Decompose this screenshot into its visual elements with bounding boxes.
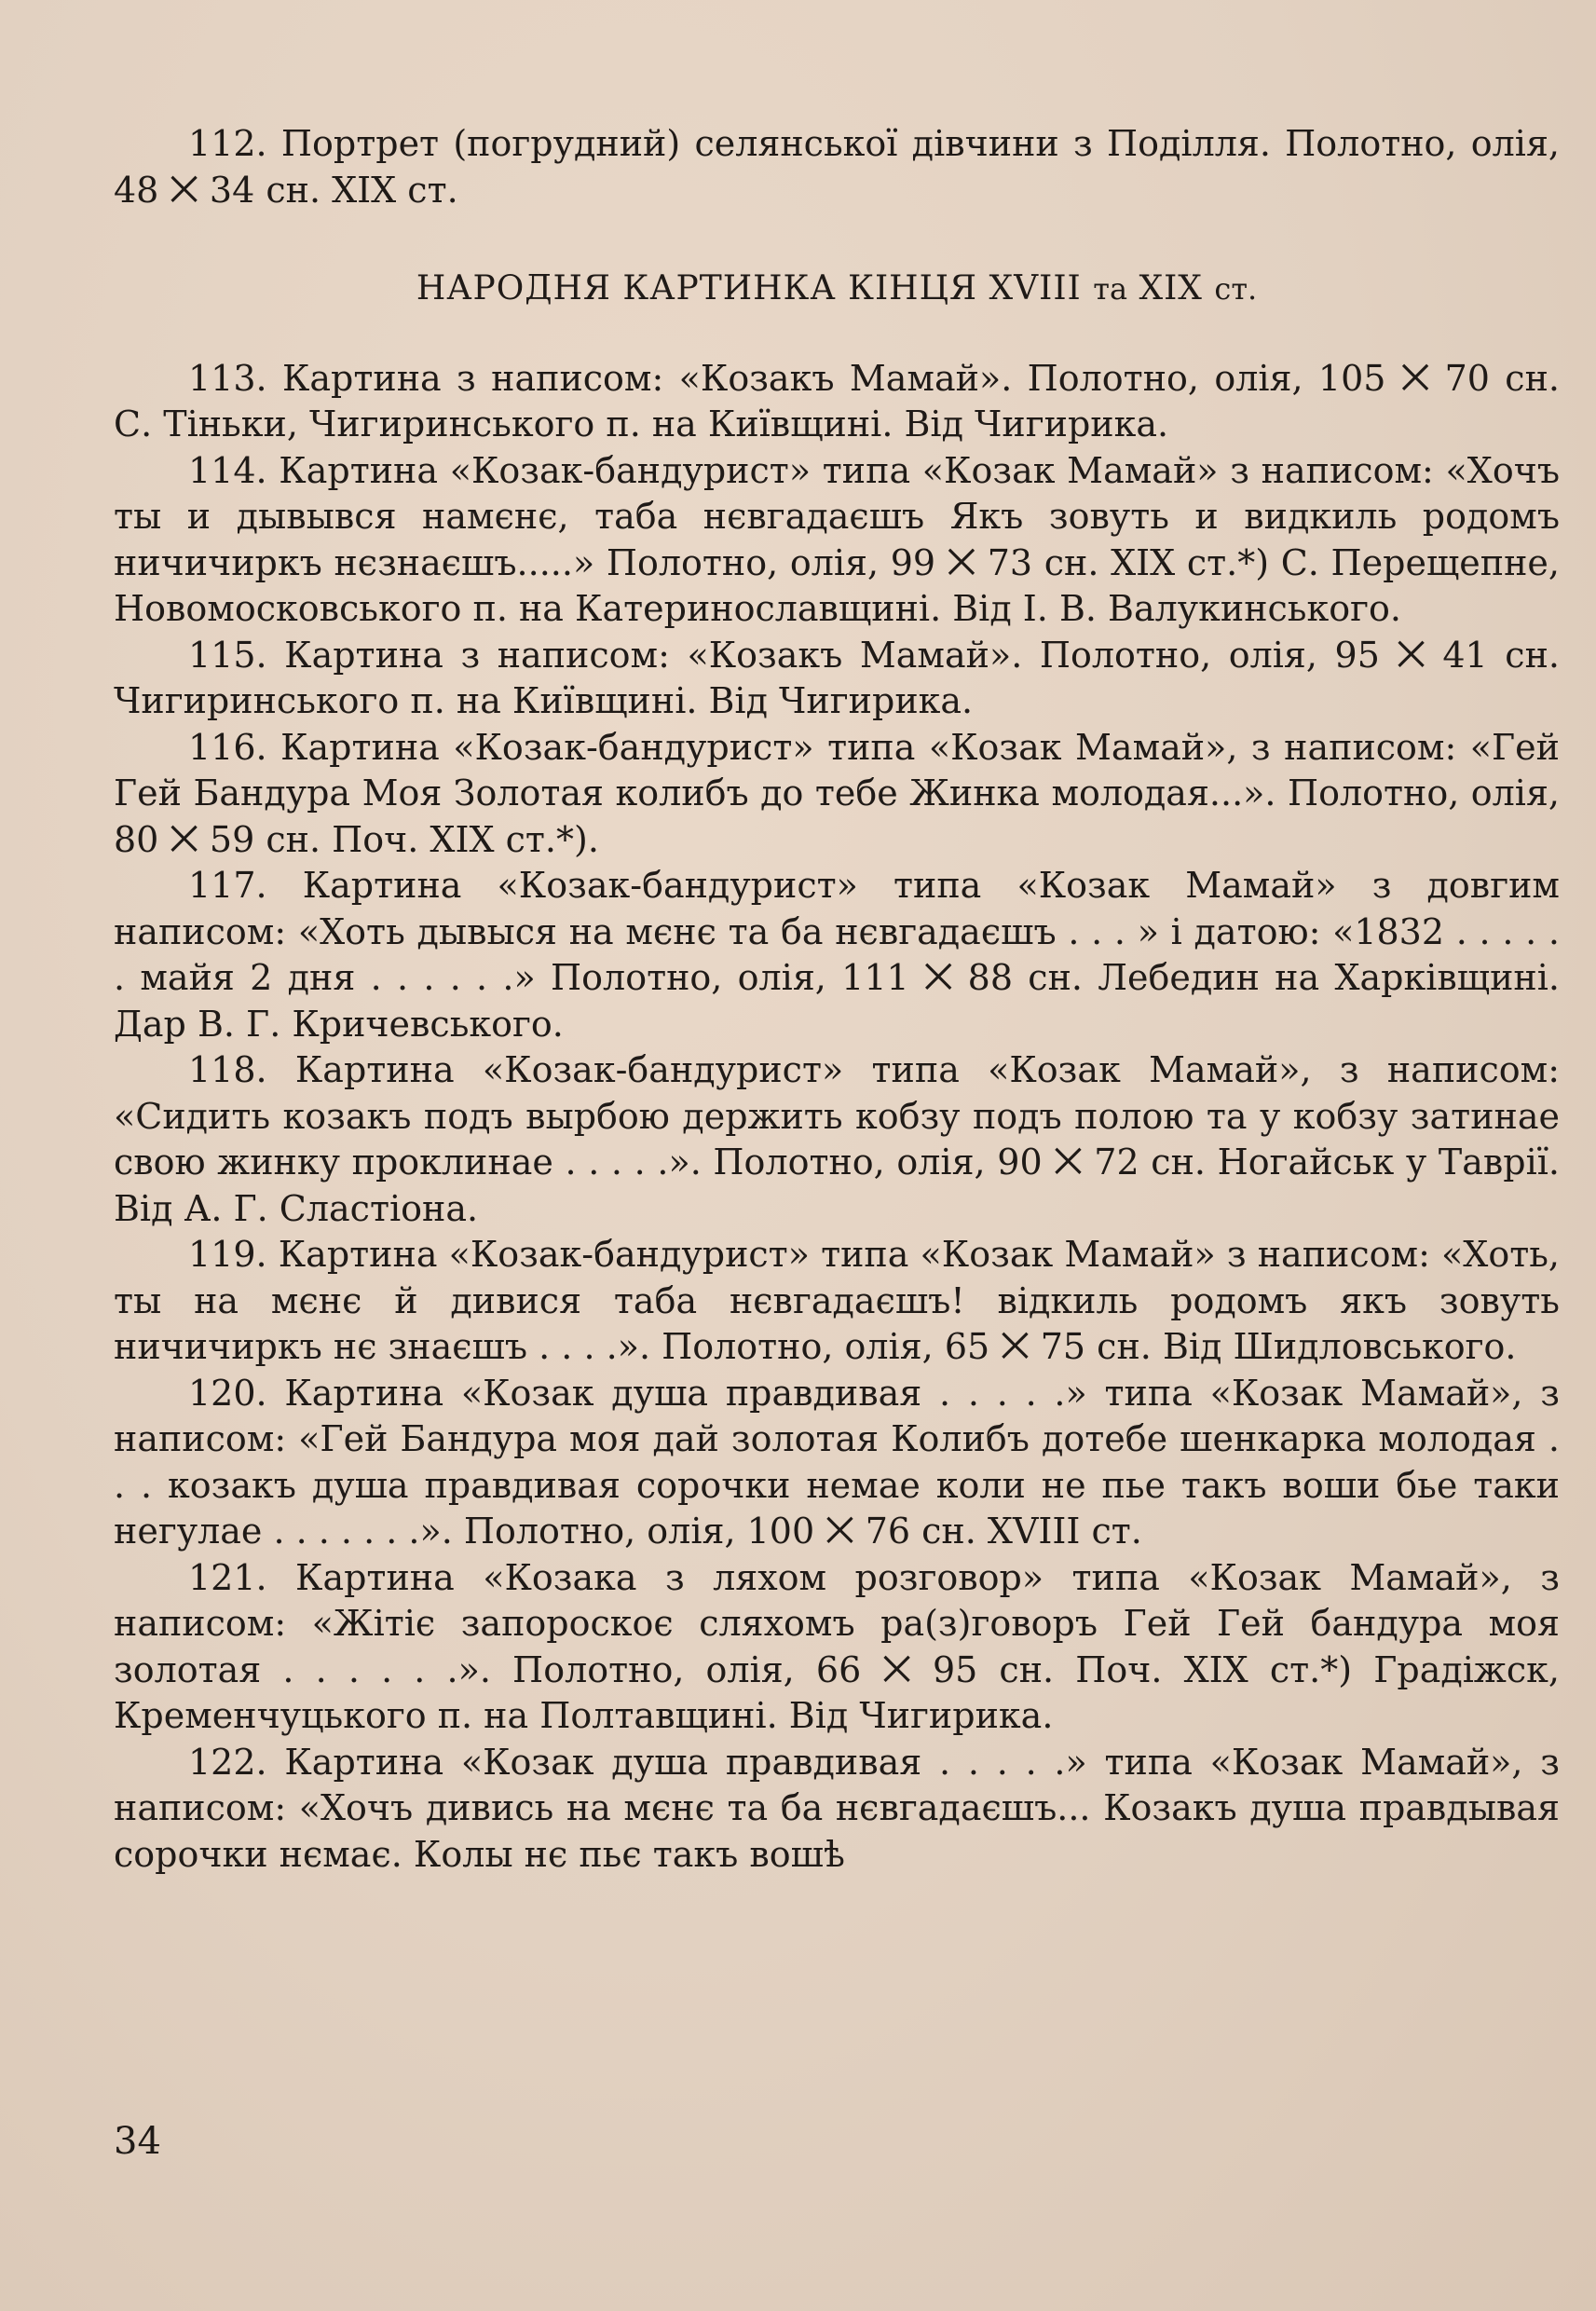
section-heading-main: НАРОДНЯ КАРТИНКА КІНЦЯ XVIII — [416, 269, 1094, 308]
catalog-entry-112: 112. Портрет (погрудний) селянської дівчини з Поділля. Полотно, олія, 48 ⨉ 34 сн. XIX ст. — [114, 123, 1560, 211]
catalog-entry-119: 119. Картина «Козак-бандурист» типа «Козак Мамай» з написом: «Хоть, ты на мєнє й дивися таба нєвгадаєшъ! відкиль родомъ якъ зовуть ничичиркъ нє знаєшъ . . . .». Полотно, олія, 65 ⨉ 75 сн. Від Шидловського. — [114, 1234, 1560, 1367]
section-heading-st: ст. — [1214, 271, 1258, 307]
catalog-entry-121: 121. Картина «Козака з ляхом розговор» типа «Козак Мамай», з написом: «Жітіє запороскоє сляхомъ ра(з)говоръ Гей Гей бандура моя золотая . . . . . .». Полотно, олія, 66 ⨉ 95 сн. Поч. XIX ст.*) Градіжск, Кременчуцького п. на Полтавщині. Від Чигирика. — [114, 1556, 1560, 1736]
page-body — [114, 121, 1560, 1878]
catalog-entry-116: 116. Картина «Козак-бандурист» типа «Козак Мамай», з написом: «Гей Гей Бандура Моя Золотая колибъ до тебе Жинка молодая...». Полотно, олія, 80 ⨉ 59 сн. Поч. XIX ст.*). — [114, 726, 1560, 860]
page-number: 34 — [114, 2120, 161, 2163]
catalog-entry-118: 118. Картина «Козак-бандурист» типа «Козак Мамай», з написом: «Сидить козакъ подъ вырбою держить кобзу подъ полою та у кобзу затинае свою жинку проклинае . . . . .». Полотно, олія, 90 ⨉ 72 сн. Ногайськ у Таврії. Від А. Г. Сластіона. — [114, 1049, 1560, 1229]
section-heading — [114, 266, 1560, 313]
section-heading-conj: та — [1093, 271, 1128, 307]
catalog-entry-122: 122. Картина «Козак душа правдивая . . . . .» типа «Козак Мамай», з написом: «Хочъ дивись на мєнє та ба нєвгадаєшъ... Козакъ душа правдывая сорочки нємає. Колы нє пьє такъ вошѣ — [114, 1741, 1560, 1875]
catalog-entry-117: 117. Картина «Козак-бандурист» типа «Козак Мамай» з довгим написом: «Хоть дывыся на мєнє та ба нєвгадаєшъ . . . » і датою: «1832 . . . . . . майя 2 дня . . . . . .» Полотно, олія, 111 ⨉ 88 сн. Лебедин на Харківщині. Дар В. Г. Кричевського. — [114, 865, 1560, 1045]
catalog-entry-115: 115. Картина з написом: «Козакъ Мамай». Полотно, олія, 95 ⨉ 41 сн. Чигиринського п. на Київщині. Від Чигирика. — [114, 634, 1560, 721]
catalog-entry-113: 113. Картина з написом: «Козакъ Мамай». Полотно, олія, 105 ⨉ 70 сн. С. Тіньки, Чигиринського п. на Київщині. Від Чигирика. — [114, 357, 1560, 444]
catalog-entry-120: 120. Картина «Козак душа правдивая . . . . .» типа «Козак Мамай», з написом: «Гей Бандура моя дай золотая Колибъ дотебе шенкарка молодая . . . козакъ душа правдивая сорочки немае коли не пье такъ воши бье таки негулае . . . . . . .». Полотно, олія, 100 ⨉ 76 сн. XVIII ст. — [114, 1372, 1560, 1552]
section-heading-century: XIX — [1127, 269, 1215, 308]
catalog-entry-114: 114. Картина «Козак-бандурист» типа «Козак Мамай» з написом: «Хочъ ты и дывывся намєнє, таба нєвгадаєшъ Якъ зовуть и видкиль родомъ ничичиркъ нєзнаєшъ.....» Полотно, олія, 99 ⨉ 73 сн. XIX ст.*) С. Перещепне, Новомосковського п. на Катеринославщині. Від І. В. Валукинського. — [114, 449, 1560, 629]
